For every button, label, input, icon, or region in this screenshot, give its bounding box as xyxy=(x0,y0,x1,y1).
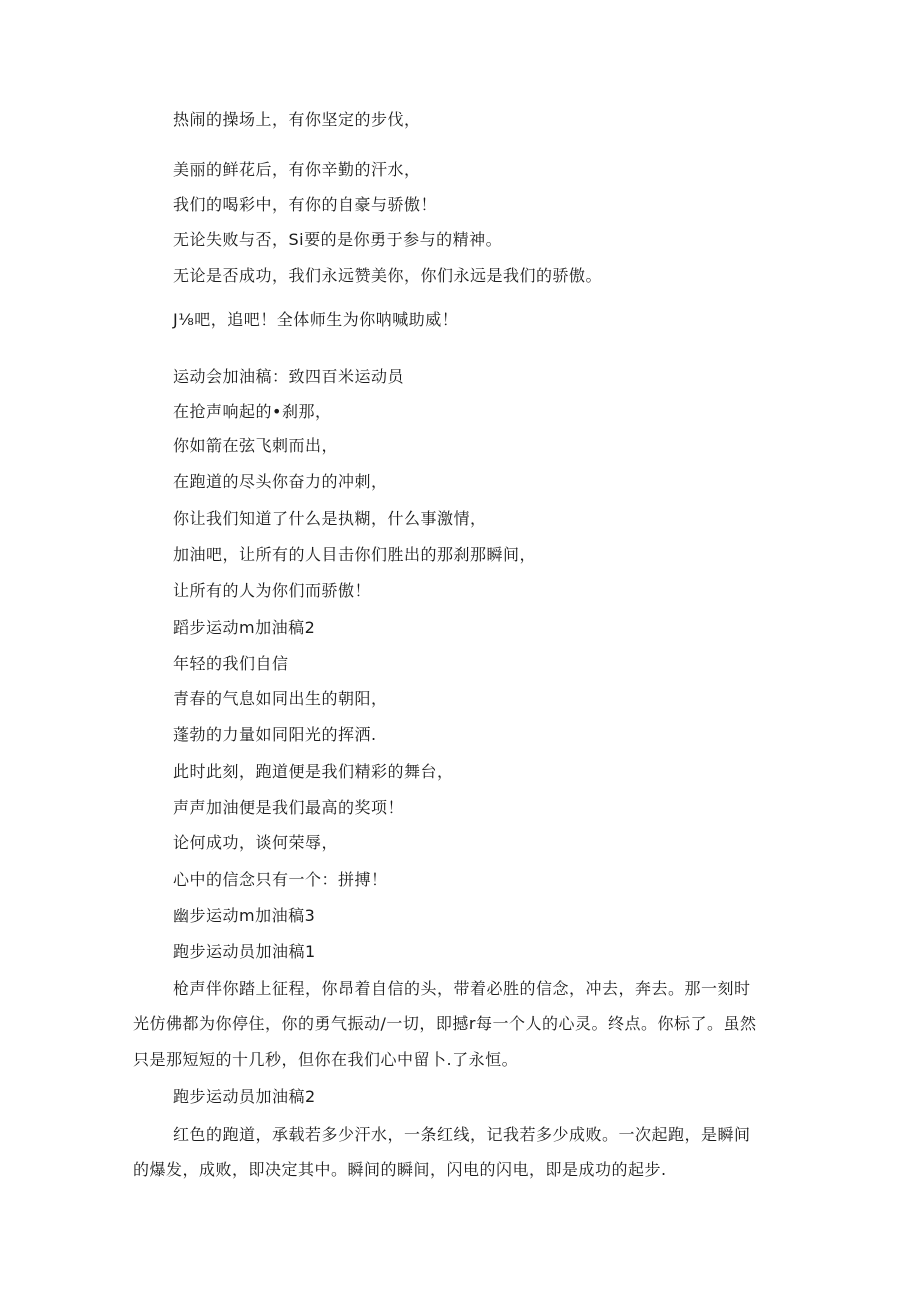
text-line: 论何成功，谈何荣辱， xyxy=(173,833,339,852)
text-line: 青春的气息如同出生的朝阳， xyxy=(173,689,388,708)
text-line: 我们的喝彩中，有你的自豪与骄傲！ xyxy=(173,195,438,214)
text-line: 在抢声响起的•刹那， xyxy=(173,402,332,421)
text-line: 此时此刻，跑道便是我们精彩的舞台， xyxy=(173,762,454,781)
section-heading: 蹈步运动m加油稿2 xyxy=(173,618,316,637)
text-line: 热闹的操场上，有你坚定的步伐， xyxy=(173,110,421,129)
paragraph-line: 的爆发，成败，即决定其中。瞬间的瞬间，闪电的闪电，即是成功的起步. xyxy=(133,1160,667,1179)
text-line: 美丽的鲜花后，有你辛勤的汗水， xyxy=(173,160,421,179)
text-line: 无论是否成功，我们永远赞美你，你们永远是我们的骄傲。 xyxy=(173,266,603,285)
text-line: 年轻的我们自信 xyxy=(173,654,289,673)
paragraph-line: 只是那短短的十几秒，但你在我们心中留卜.了永恒。 xyxy=(133,1050,519,1069)
text-line: 你让我们知道了什么是执糊，什么事激情， xyxy=(173,509,487,528)
section-heading: 运动会加油稿：致四百米运动员 xyxy=(173,367,405,386)
section-heading: 跑步运动员加油稿2 xyxy=(173,1087,316,1106)
text-line: 无论失败与否，Si要的是你勇于参与的精神。 xyxy=(173,230,503,249)
section-heading: 幽步运动m加油稿3 xyxy=(173,906,316,925)
paragraph-line: 枪声伴你踏上征程，你昂着自信的头，带着必胜的信念，冲去，奔去。那一刻时 xyxy=(173,979,751,998)
text-line: 你如箭在弦飞刺而出， xyxy=(173,436,339,455)
section-heading: 跑步运动员加油稿1 xyxy=(173,942,316,961)
text-line: 声声加油便是我们最高的奖项！ xyxy=(173,798,405,817)
text-line: 在跑道的尽头你奋力的冲刺， xyxy=(173,472,388,491)
paragraph-line: 光仿佛都为你停住，你的勇气振动/一切，即撼r每一个人的心灵。终点。你标了。虽然 xyxy=(133,1014,757,1033)
text-line: 加油吧，让所有的人目击你们胜出的那刹那瞬间， xyxy=(173,545,537,564)
text-line: 蓬勃的力量如同阳光的挥洒. xyxy=(173,725,377,744)
text-line: 让所有的人为你们而骄傲！ xyxy=(173,581,372,600)
paragraph-line: 红色的跑道，承载若多少汗水，一条红线，记我若多少成败。一次起跑，是瞬间 xyxy=(173,1125,751,1144)
text-line: J⅛吧，追吧！全体师生为你呐喊助威！ xyxy=(173,310,459,329)
text-line: 心中的信念只有一个：拼搏！ xyxy=(173,870,388,889)
